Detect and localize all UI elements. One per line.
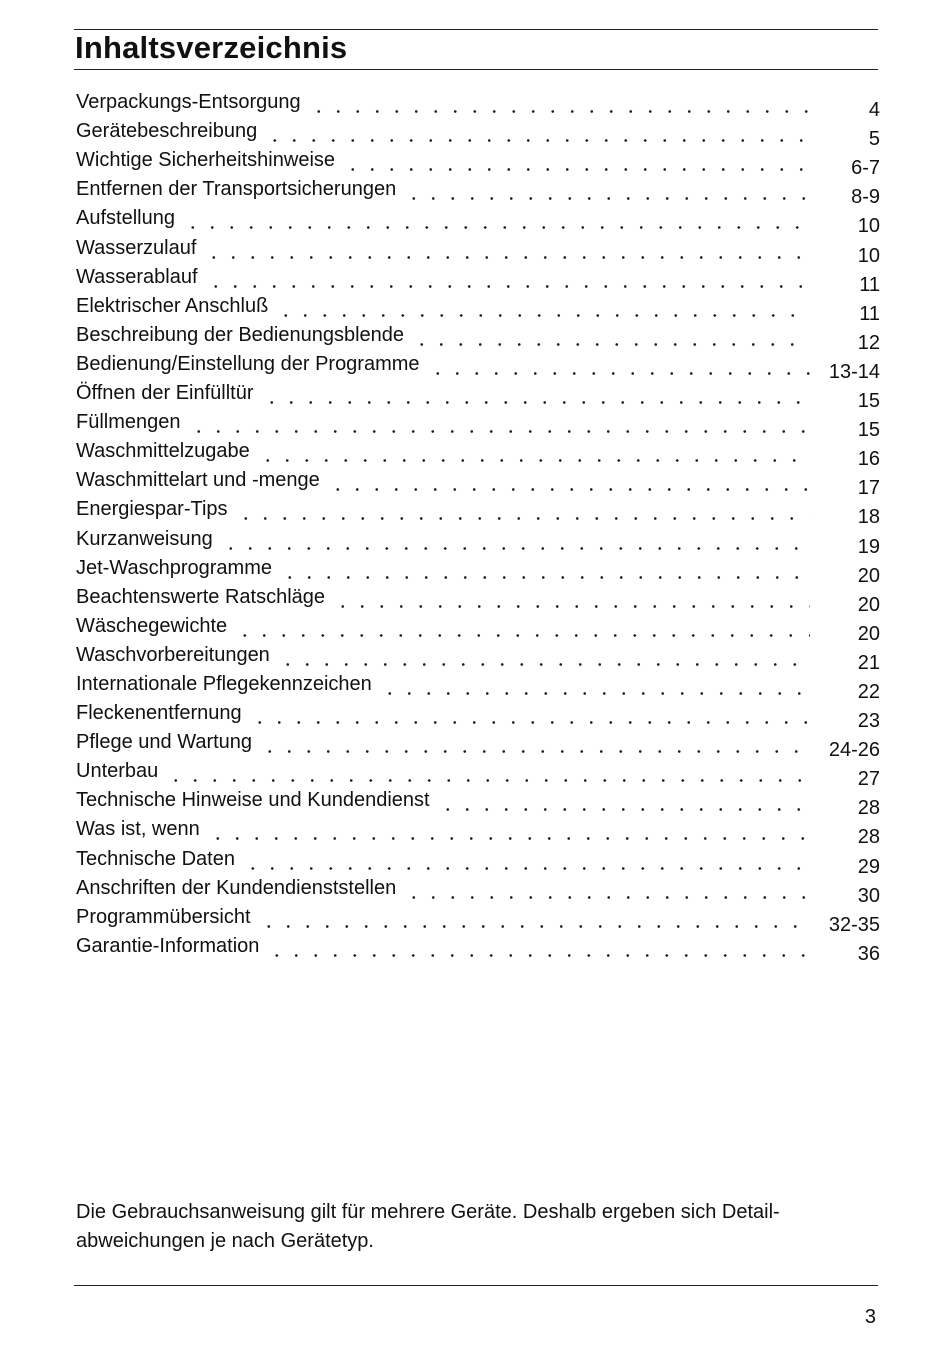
- toc-dot-leader: [243, 867, 810, 870]
- toc-dot-leader: [235, 634, 810, 637]
- toc-entry: [76, 587, 880, 616]
- toc-dot-leader: [309, 110, 810, 113]
- toc-entry: [76, 208, 880, 237]
- toc-entry-page: 18: [857, 506, 880, 529]
- toc-entry-page: 28: [857, 826, 880, 849]
- toc-entry: [76, 761, 880, 790]
- toc-entry-label: Bedienung/Einstellung der Programme: [76, 352, 420, 375]
- toc-entry: [76, 674, 880, 703]
- toc-entry: [76, 237, 880, 266]
- toc-entry-page: 16: [857, 448, 880, 471]
- toc-dot-leader: [259, 925, 810, 928]
- toc-entry-page: 8-9: [851, 186, 880, 209]
- toc-entry-label: Wasserzulauf: [76, 236, 197, 259]
- toc-entry-label: Wäschegewichte: [76, 614, 228, 637]
- toc-entry-page: 36: [857, 942, 880, 965]
- toc-entry-label: Internationale Pflegekennzeichen: [76, 672, 372, 695]
- toc-dot-leader: [183, 226, 810, 229]
- toc-dot-leader: [328, 488, 810, 491]
- toc-entry-page: 23: [857, 710, 880, 733]
- toc-entry-page: 6-7: [851, 157, 880, 180]
- toc-entry: [76, 325, 880, 354]
- page-number: 3: [864, 1306, 876, 1328]
- toc-entry-label: Programmübersicht: [76, 905, 251, 928]
- toc-entry-page: 17: [857, 477, 880, 500]
- toc-entry: [76, 499, 880, 528]
- toc-entry-label: Entfernen der Transportsicherungen: [76, 178, 397, 201]
- toc-dot-leader: [208, 837, 810, 840]
- toc-entry-label: Öffnen der Einfülltür: [76, 382, 254, 405]
- toc-entry-page: 20: [857, 622, 880, 645]
- toc-dot-leader: [258, 459, 810, 462]
- toc-entry-label: Beachtenswerte Ratschläge: [76, 585, 326, 608]
- toc-entry-page: 11: [859, 273, 880, 296]
- toc-entry-label: Gerätebeschreibung: [76, 120, 258, 143]
- toc-entry: [76, 383, 880, 412]
- toc-dot-leader: [280, 576, 810, 579]
- toc-entry: [76, 296, 880, 325]
- toc-entry-label: Füllmengen: [76, 411, 181, 434]
- toc-entry-label: Kurzanweisung: [76, 527, 213, 550]
- toc-dot-leader: [250, 721, 810, 724]
- footer-note-line-2: abweichungen je nach Gerätetyp.: [76, 1230, 374, 1252]
- toc-entry: [76, 907, 880, 936]
- toc-entry: [76, 936, 880, 965]
- toc-entry-page: 21: [857, 651, 880, 674]
- toc-dot-leader: [276, 314, 810, 317]
- toc-entry-page: 19: [857, 535, 880, 558]
- toc-dot-leader: [380, 692, 810, 695]
- toc-entry-page: 10: [857, 215, 880, 238]
- toc-dot-leader: [236, 517, 810, 520]
- toc-dot-leader: [166, 779, 810, 782]
- toc-entry-label: Wasserablauf: [76, 265, 198, 288]
- toc-entry: [76, 354, 880, 383]
- toc-dot-leader: [267, 954, 810, 957]
- toc-entry-page: 29: [857, 855, 880, 878]
- toc-entry-page: 4: [868, 99, 880, 122]
- toc-entry-page: 10: [857, 244, 880, 267]
- toc-entry-page: 11: [859, 302, 880, 325]
- toc-entry-label: Verpackungs-Entsorgung: [76, 91, 301, 114]
- toc-entry-label: Elektrischer Anschluß: [76, 294, 269, 317]
- toc-entry-label: Anschriften der Kundendienststellen: [76, 876, 397, 899]
- toc-entry-page: 30: [857, 884, 880, 907]
- toc-entry: [76, 267, 880, 296]
- toc-dot-leader: [278, 663, 810, 666]
- toc-entry: [76, 790, 880, 819]
- bottom-rule: [74, 1285, 878, 1286]
- toc-entry-page: 13-14: [828, 360, 880, 383]
- toc-entry-label: Fleckenentfernung: [76, 702, 242, 725]
- toc-entry-label: Technische Hinweise und Kundendienst: [76, 789, 430, 812]
- toc-entry-label: Wichtige Sicherheitshinweise: [76, 149, 336, 172]
- toc-dot-leader: [438, 808, 810, 811]
- toc-dot-leader: [189, 430, 810, 433]
- toc-entry-label: Waschmittelart und -menge: [76, 469, 320, 492]
- toc-dot-leader: [343, 168, 810, 171]
- toc-dot-leader: [204, 256, 810, 259]
- toc-entry: [76, 92, 880, 121]
- toc-entry-label: Pflege und Wartung: [76, 731, 253, 754]
- toc-entry: [76, 703, 880, 732]
- toc-entry: [76, 645, 880, 674]
- toc-dot-leader: [262, 401, 810, 404]
- toc-entry: [76, 732, 880, 761]
- toc-entry-page: 22: [857, 680, 880, 703]
- toc-dot-leader: [333, 605, 810, 608]
- toc-dot-leader: [221, 547, 810, 550]
- toc-entry-label: Was ist, wenn: [76, 818, 200, 841]
- toc-dot-leader: [404, 896, 810, 899]
- toc-dot-leader: [265, 139, 810, 142]
- toc-entry-page: 28: [857, 797, 880, 820]
- toc-entry-label: Technische Daten: [76, 847, 235, 870]
- toc-entry-page: 27: [857, 768, 880, 791]
- toc-dot-leader: [412, 343, 810, 346]
- toc-entry-label: Garantie-Information: [76, 934, 260, 957]
- toc-entry-page: 15: [857, 419, 880, 442]
- toc-entry-label: Unterbau: [76, 760, 159, 783]
- toc-entry-label: Jet-Waschprogramme: [76, 556, 272, 579]
- toc-entry-page: 20: [857, 593, 880, 616]
- toc-entry-page: 20: [857, 564, 880, 587]
- toc-dot-leader: [260, 750, 810, 753]
- toc-entry-label: Waschvorbereitungen: [76, 643, 270, 666]
- toc-entry: [76, 179, 880, 208]
- toc-entry: [76, 819, 880, 848]
- toc-entry: [76, 616, 880, 645]
- footer-note: [76, 1198, 886, 1256]
- toc-dot-leader: [404, 197, 810, 200]
- toc-entry: [76, 848, 880, 877]
- toc-dot-leader: [206, 285, 810, 288]
- toc-entry: [76, 412, 880, 441]
- toc-entry-label: Beschreibung der Bedienungsblende: [76, 323, 405, 346]
- page-title: Inhaltsverzeichnis: [75, 30, 348, 65]
- toc-entry: [76, 470, 880, 499]
- toc-entry: [76, 528, 880, 557]
- toc-entry: [76, 121, 880, 150]
- toc-entry: [76, 441, 880, 470]
- toc-entry-page: 15: [857, 390, 880, 413]
- toc-entry-label: Waschmittelzugabe: [76, 440, 250, 463]
- toc-entry: [76, 558, 880, 587]
- toc-entry-label: Aufstellung: [76, 207, 175, 230]
- toc-entry-page: 12: [857, 331, 880, 354]
- toc-entry-page: 32-35: [828, 913, 880, 936]
- toc-dot-leader: [428, 372, 810, 375]
- toc-entry: [76, 878, 880, 907]
- title-rule: [74, 69, 878, 70]
- toc-entry-label: Energiespar-Tips: [76, 498, 228, 521]
- footer-note-line-1: Die Gebrauchsanweisung gilt für mehrere Geräte. Deshalb ergeben sich Detail-: [76, 1201, 780, 1223]
- toc-entry-page: 24-26: [828, 739, 880, 762]
- table-of-contents: [76, 92, 880, 965]
- toc-entry: [76, 150, 880, 179]
- toc-entry-page: 5: [868, 128, 880, 151]
